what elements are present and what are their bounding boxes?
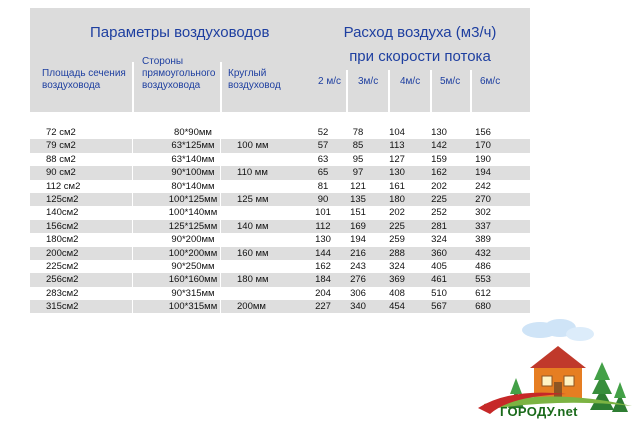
airflow-cell: 113 bbox=[389, 140, 405, 152]
table-header bbox=[30, 8, 530, 112]
airflow-cell: 184 bbox=[315, 274, 331, 286]
airflow-cell: 170 bbox=[475, 140, 491, 152]
airflow-cell: 281 bbox=[431, 220, 447, 232]
table-row bbox=[30, 153, 530, 166]
table-row bbox=[30, 300, 530, 313]
airflow-cell: 63 bbox=[317, 153, 329, 165]
airflow-cell: 142 bbox=[431, 140, 447, 152]
airflow-cell: 306 bbox=[350, 287, 366, 299]
airflow-cell: 95 bbox=[352, 153, 364, 165]
logo-text: ГОРОДУ.net bbox=[500, 404, 578, 419]
airflow-cell: 276 bbox=[350, 274, 366, 286]
airflow-cell: 104 bbox=[389, 127, 405, 138]
airflow-cell: 144 bbox=[315, 247, 331, 259]
airflow-cell: 130 bbox=[431, 127, 447, 138]
area-cell: 180см2 bbox=[46, 234, 79, 246]
area-cell: 156см2 bbox=[46, 220, 79, 232]
table-row bbox=[30, 260, 530, 273]
area-cell: 90 см2 bbox=[46, 167, 76, 179]
rect-size-cell: 63*125мм bbox=[171, 140, 215, 152]
rect-size-cell: 100*125мм bbox=[168, 193, 218, 205]
airflow-cell: 225 bbox=[431, 193, 447, 205]
header-divider bbox=[388, 70, 390, 112]
header-divider bbox=[132, 62, 134, 112]
col-rect-header: Стороны прямоугольного воздуховода bbox=[142, 56, 216, 91]
airflow-cell: 78 bbox=[352, 127, 364, 138]
airflow-cell: 225 bbox=[389, 220, 405, 232]
table-row bbox=[30, 233, 530, 246]
airflow-cell: 101 bbox=[315, 207, 331, 219]
rect-size-cell: 100*140мм bbox=[168, 207, 218, 219]
rect-size-cell: 125*125мм bbox=[168, 220, 218, 232]
airflow-cell: 510 bbox=[431, 287, 447, 299]
round-diameter-cell: 100 мм bbox=[237, 140, 269, 152]
area-cell: 88 см2 bbox=[46, 153, 76, 165]
airflow-cell: 112 bbox=[315, 220, 331, 232]
round-diameter-cell: 125 мм bbox=[237, 193, 269, 205]
table-row bbox=[30, 247, 530, 260]
header-divider bbox=[220, 62, 222, 112]
speed-header-2: 2 м/с bbox=[318, 76, 341, 87]
rect-size-cell: 80*140мм bbox=[171, 180, 215, 192]
round-diameter-cell: 110 мм bbox=[237, 167, 268, 179]
gorodu-logo bbox=[470, 318, 640, 426]
table-row bbox=[30, 180, 530, 193]
airflow-cell: 369 bbox=[389, 274, 405, 286]
rect-size-cell: 100*315мм bbox=[168, 301, 218, 313]
col-area-header: Площадь сечения воздуховода bbox=[42, 68, 126, 91]
airflow-cell: 408 bbox=[389, 287, 405, 299]
round-diameter-cell: 140 мм bbox=[237, 220, 269, 232]
airflow-cell: 81 bbox=[317, 180, 329, 192]
airflow-cell: 389 bbox=[475, 234, 491, 246]
airflow-cell: 169 bbox=[350, 220, 366, 232]
airflow-cell: 162 bbox=[315, 260, 331, 272]
airflow-cell: 159 bbox=[431, 153, 447, 165]
area-cell: 225см2 bbox=[46, 260, 79, 272]
airflow-cell: 302 bbox=[475, 207, 491, 219]
airflow-cell: 360 bbox=[431, 247, 447, 259]
airflow-cell: 486 bbox=[475, 260, 491, 272]
airflow-cell: 135 bbox=[350, 193, 366, 205]
area-cell: 140см2 bbox=[46, 207, 79, 219]
airflow-cell: 162 bbox=[431, 167, 447, 179]
airflow-cell: 156 bbox=[475, 127, 491, 138]
rect-size-cell: 90*250мм bbox=[171, 260, 215, 272]
table-row bbox=[30, 273, 530, 286]
rect-size-cell: 160*160мм bbox=[168, 274, 218, 286]
airflow-cell: 612 bbox=[475, 287, 491, 299]
airflow-cell: 454 bbox=[389, 301, 405, 313]
table-body bbox=[30, 126, 530, 313]
speed-header-4: 4м/с bbox=[400, 76, 421, 87]
area-cell: 283см2 bbox=[46, 287, 79, 299]
rect-size-cell: 90*200мм bbox=[171, 234, 215, 246]
area-cell: 125см2 bbox=[46, 193, 79, 205]
table-row bbox=[30, 139, 530, 152]
airflow-cell: 121 bbox=[350, 180, 366, 192]
airflow-cell: 227 bbox=[315, 301, 331, 313]
airflow-cell: 151 bbox=[350, 207, 366, 219]
airflow-cell: 567 bbox=[431, 301, 447, 313]
area-cell: 256см2 bbox=[46, 274, 79, 286]
area-cell: 200см2 bbox=[46, 247, 79, 259]
airflow-cell: 405 bbox=[431, 260, 447, 272]
airflow-cell: 432 bbox=[475, 247, 491, 259]
area-cell: 112 см2 bbox=[46, 180, 81, 192]
airflow-cell: 202 bbox=[431, 180, 447, 192]
airflow-cell: 680 bbox=[475, 301, 491, 313]
airflow-cell: 194 bbox=[475, 167, 491, 179]
airflow-cell: 85 bbox=[352, 140, 364, 152]
airflow-cell: 190 bbox=[475, 153, 491, 165]
airflow-cell: 180 bbox=[389, 193, 405, 205]
airflow-cell: 340 bbox=[350, 301, 366, 313]
area-cell: 72 см2 bbox=[46, 127, 76, 138]
airflow-subtitle: при скорости потока bbox=[349, 48, 491, 65]
airflow-cell: 288 bbox=[389, 247, 405, 259]
airflow-cell: 337 bbox=[475, 220, 491, 232]
airflow-cell: 90 bbox=[317, 193, 329, 205]
column-divider bbox=[220, 112, 221, 328]
area-cell: 79 см2 bbox=[46, 140, 76, 152]
column-divider bbox=[132, 112, 133, 328]
header-divider bbox=[430, 70, 432, 112]
airflow-cell: 52 bbox=[317, 127, 329, 138]
airflow-cell: 259 bbox=[389, 234, 405, 246]
speed-header-5: 5м/с bbox=[440, 76, 461, 87]
params-title: Параметры воздуховодов bbox=[90, 24, 270, 41]
table-row bbox=[30, 206, 530, 219]
airflow-cell: 204 bbox=[315, 287, 331, 299]
area-cell: 315см2 bbox=[46, 301, 79, 313]
speed-header-3: 3м/с bbox=[358, 76, 379, 87]
airflow-cell: 161 bbox=[389, 180, 405, 192]
airflow-cell: 194 bbox=[350, 234, 366, 246]
col-round-header: Круглый воздуховод bbox=[228, 68, 281, 91]
speed-header-6: 6м/с bbox=[480, 76, 501, 87]
rect-size-cell: 80*90мм bbox=[174, 127, 212, 138]
airflow-cell: 130 bbox=[389, 167, 405, 179]
header-divider bbox=[346, 70, 348, 112]
rect-size-cell: 90*315мм bbox=[171, 287, 215, 299]
airflow-cell: 461 bbox=[431, 274, 447, 286]
table-row bbox=[30, 220, 530, 233]
rect-size-cell: 63*140мм bbox=[171, 153, 215, 165]
airflow-cell: 127 bbox=[389, 153, 405, 165]
header-divider bbox=[470, 70, 472, 112]
airflow-cell: 270 bbox=[475, 193, 491, 205]
airflow-cell: 65 bbox=[317, 167, 329, 179]
airflow-cell: 252 bbox=[431, 207, 447, 219]
table-row bbox=[30, 287, 530, 300]
rect-size-cell: 100*200мм bbox=[168, 247, 218, 259]
round-diameter-cell: 160 мм bbox=[237, 247, 269, 259]
airflow-cell: 130 bbox=[315, 234, 331, 246]
table-row bbox=[30, 166, 530, 179]
round-diameter-cell: 200мм bbox=[237, 301, 266, 313]
airflow-cell: 553 bbox=[475, 274, 491, 286]
airflow-cell: 324 bbox=[389, 260, 405, 272]
table-row bbox=[30, 126, 530, 139]
airflow-cell: 243 bbox=[350, 260, 366, 272]
airflow-cell: 324 bbox=[431, 234, 447, 246]
airflow-cell: 97 bbox=[352, 167, 364, 179]
rect-size-cell: 90*100мм bbox=[171, 167, 215, 179]
airflow-cell: 216 bbox=[350, 247, 366, 259]
duct-parameters-table bbox=[30, 8, 530, 328]
airflow-cell: 57 bbox=[317, 140, 329, 152]
round-diameter-cell: 180 мм bbox=[237, 274, 269, 286]
airflow-title: Расход воздуха (м3/ч) bbox=[343, 24, 497, 41]
airflow-cell: 242 bbox=[475, 180, 491, 192]
airflow-cell: 202 bbox=[389, 207, 405, 219]
table-row bbox=[30, 193, 530, 206]
